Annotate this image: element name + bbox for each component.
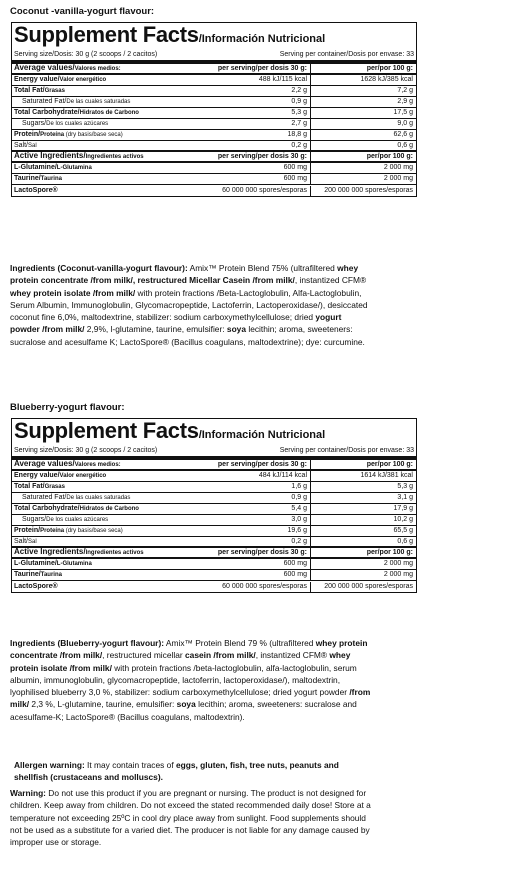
value-per-serving: 0,2 g [190,537,311,547]
value-per-100g: 17,9 g [393,505,413,512]
active-value-per-100g: 200 000 000 spores/esporas [324,582,413,590]
nutrient-label-es: De las cuales saturadas [66,495,131,501]
header-label-en: Active Ingredients/ [14,151,86,160]
header-label-es: Valores medios: [74,462,121,468]
nutrient-label-es: Sal [28,142,37,149]
active-value-per-serving: 600 mg [190,163,311,173]
active-ingredient-row [12,559,416,570]
ingredients-blueberry [10,637,372,723]
nutrient-name [12,108,190,118]
nutrition-row [12,97,416,108]
nutrient-label-en: Saturated Fat/ [22,494,67,501]
allergen-segment: It may contain traces of [84,760,176,770]
nutrient-name [12,493,190,503]
header-label [12,459,190,470]
serving-info [12,50,416,64]
nutrient-label-en: Total Fat/ [14,87,45,94]
nutrient-label-es: Valor energético [59,473,107,479]
nutrition-row [12,515,416,526]
nutrient-name [12,504,190,514]
ingredients_1-segment: whey protein concentrate /from milk/, restructured Micellar Casein /from milk/ [10,263,359,286]
header-col-100g: per/por 100 g: [366,548,413,556]
header-col-serving: per serving/per dosis 30 g: [190,460,311,470]
panel-heading [12,419,416,446]
header-label-es: Ingredientes activos [85,550,144,556]
header-col-serving: per serving/per dosis 30 g: [190,64,311,74]
value-per-100g: 1628 kJ/385 kcal [360,76,413,83]
nutrient-label-en: Salt/ [14,537,29,545]
nutrient-label-es: De los cuales azúcares [46,121,109,127]
value-per-100g: 62,6 g [393,131,413,138]
nutrient-label-es: Proteína [40,132,65,138]
header-col-100g: per/por 100 g: [366,460,413,468]
servings-per-container: Serving per container/Dosis por envase: 33 [279,51,414,58]
supplement-facts-panel-2 [11,418,417,593]
header-label-en: Average values/ [14,459,75,468]
nutrient-label-es: De las cuales saturadas [66,99,131,105]
nutrient-label-es: Sal [28,538,37,545]
nutrient-name [12,86,190,96]
nutrient-label-en: Total Fat/ [14,483,45,490]
active-label-en: L-Glutamine/ [14,560,57,567]
nutrient-label-en: Energy value/ [14,76,60,83]
nutrient-label-es: Valor energético [59,77,107,83]
panel-title: Supplement Facts [14,418,199,443]
value-per-serving: 2,7 g [190,119,311,129]
nutrient-label-es: Grasas [44,484,65,490]
active-value-per-100g: 2 000 mg [383,560,413,567]
value-per-100g: 65,5 g [393,527,413,534]
nutrient-name [12,482,190,492]
value-per-100g: 5,3 g [397,483,413,490]
header-label [12,63,190,74]
active-ingredient-row [12,185,416,196]
nutrient-name [12,515,190,525]
nutrition-row [12,130,416,141]
ingredients_1-segment: Amix™ Protein Blend 75% (ultrafiltered [187,263,338,273]
active-ingredient-name [12,186,190,196]
value-per-serving: 484 kJ/114 kcal [190,471,311,481]
value-per-serving: 5,4 g [190,504,311,514]
header-col-serving: per serving/per dosis 30 g: [190,152,311,162]
ingredients_2-segment: casein /from milk/ [185,650,256,661]
value-per-serving: 0,2 g [190,141,311,151]
active-value-per-serving: 600 mg [190,559,311,569]
value-per-serving: 3,0 g [190,515,311,525]
active-ingredient-name [12,559,190,569]
nutrient-label-note: (dry basis/base seca) [64,528,123,534]
ingredients_2-segment: /from milk/ [10,687,371,710]
ingredients_1-segment: 2,9%, l-glutamine, taurine, emulsifier: [84,324,227,335]
active-value-per-100g: 2 000 mg [383,571,413,578]
nutrient-label-en: Total Carbohydrate/ [14,109,80,116]
serving-size: Serving size/Dosis: 30 g (2 scoops / 2 cacitos) [14,447,158,454]
nutrient-label-en: Sugars/ [22,516,47,523]
nutrient-label-es: Proteína [40,528,65,534]
header-label-en: Active Ingredients/ [14,547,86,556]
value-per-100g: 1614 kJ/381 kcal [360,472,413,479]
value-per-serving: 0,9 g [190,493,311,503]
ingredients_2-segment: Ingredients (Blueberry-yogurt flavour): [10,638,165,648]
value-per-serving: 2,2 g [190,86,311,96]
nutrition-row [12,75,416,86]
value-per-serving: 1,6 g [190,482,311,492]
active-value-per-serving: 60 000 000 spores/esporas [190,582,311,592]
nutrition-row [12,482,416,493]
active-value-per-serving: 60 000 000 spores/esporas [190,186,311,196]
active-ingredient-row [12,174,416,185]
nutrient-name [12,119,190,129]
value-per-100g: 9,0 g [397,120,413,127]
nutrient-name [12,130,190,140]
ingredients_1-segment: yogurt powder /from milk/ [10,312,342,335]
ingredients_2-segment: soya [176,699,196,710]
active-label-en: LactoSpore® [14,582,58,590]
header-label-es: Ingredientes activos [85,154,144,160]
ingredients_2-segment: , instantized CFM® [255,650,330,661]
active-ingredient-row [12,163,416,174]
serving-size: Serving size/Dosis: 30 g (2 scoops / 2 cacitos) [14,51,158,58]
nutrient-label-es: De los cuales azúcares [46,517,109,523]
ingredients_2-segment: 2,3 %, L-glutamine, taurine, emulsifier: [29,699,177,710]
header-col-serving: per serving/per dosis 30 g: [190,548,311,558]
value-per-100g: 3,1 g [397,494,413,501]
active-ingredient-name [12,570,190,580]
active-label-es: L-Glutamina [56,165,92,171]
nutrient-name [12,537,190,547]
header-col-100g: per/por 100 g: [366,152,413,160]
value-per-serving: 19,6 g [190,526,311,536]
panel-heading [12,23,416,50]
nutrient-label-note: (dry basis/base seca) [64,132,123,138]
nutrient-name [12,526,190,536]
value-per-serving: 18,8 g [190,130,311,140]
active-ingredient-name [12,163,190,173]
ingredients_1-segment: lecithin; aroma, sweeteners: sucralose and acesulfame K; LactoSpore® (Bacillus coagulans, maltodextrine); dye: curcumine. [10,324,365,347]
active-ingredient-row [12,581,416,592]
active-label-en: L-Glutamine/ [14,164,57,171]
active-label-en: LactoSpore® [14,186,58,194]
allergen-segment: Allergen warning: [14,760,85,770]
nutrient-label-en: Protein/ [14,131,41,138]
active-label-es: Taurina [40,176,62,182]
panel-subtitle: /Información Nutricional [198,33,326,45]
nutrient-label-en: Sugars/ [22,120,47,127]
header-col-100g: per/por 100 g: [366,64,413,72]
ingredients_2-segment: whey protein concentrate /from milk/ [10,638,368,661]
active-value-per-100g: 2 000 mg [383,175,413,182]
nutrient-name [12,75,190,85]
header-label-en: Average values/ [14,63,75,72]
panel-subtitle: /Información Nutricional [198,429,326,441]
active-label-es: L-Glutamina [56,561,92,567]
nutrient-label-es: Grasas [44,88,65,94]
nutrient-label-en: Salt/ [14,141,29,149]
active-ingredients-header-row [12,548,416,559]
nutrient-label-en: Saturated Fat/ [22,98,67,105]
value-per-100g: 7,2 g [397,87,413,94]
active-label-en: Taurine/ [14,571,41,578]
nutrient-name [12,471,190,481]
ingredients_1-segment: soya [226,324,246,335]
value-per-100g: 17,5 g [393,109,413,116]
warning-segment: Warning: [10,788,46,798]
ingredients-coconut [10,262,372,348]
warning-segment: Do not use this product if you are pregnant or nursing. The product is not designed for children. Keep away from children. Do not exceed the stated recommended daily dose! Store at a temperature not exceeding 25ºC in cool dry place away from sunlight. Food supplements should not be used as a substitute for a varied diet. The producer is not liable for any damage caused by improper use or storage. [10,788,371,848]
nutrition-row [12,504,416,515]
panel-title: Supplement Facts [14,22,199,47]
nutrition-header-row [12,64,416,75]
nutrient-name [12,141,190,151]
nutrient-label-en: Protein/ [14,527,41,534]
ingredients_2-segment: lecithin; aroma, sweeteners: sucralose and acesulfame-K; LactoSpore® (Bacillus coagulans, maltodextrin). [10,699,357,722]
active-ingredient-name [12,174,190,184]
supplement-facts-panel-1 [11,22,417,197]
ingredients_1-segment: with protein fractions /Beta-Lactoglobulin, Alfa-Lactoglobulin, Serum Albumin, Immunoglobulin, Glycomacropeptide, Lactoferrin, Lactoperoxidase/), desiccated coconut fine 6,0%, maltodextrine, stabilizer: sodium carboxymethylcellulose; dried [10,287,368,323]
active-label-es: Taurina [40,572,62,578]
header-label [12,547,190,558]
nutrition-header-row [12,460,416,471]
ingredients_2-segment: Amix™ Protein Blend 79 % (ultrafiltered [164,638,316,648]
active-ingredients-header-row [12,152,416,163]
active-value-per-serving: 600 mg [190,570,311,580]
value-per-100g: 10,2 g [393,516,413,523]
warning-text [10,787,372,848]
nutrient-name [12,97,190,107]
active-value-per-100g: 2 000 mg [383,164,413,171]
header-label-es: Valores medios: [74,66,121,72]
ingredients_2-segment: with protein fractions /beta-lactoglobulin, alfa-lactoglobulin, serum albumin, immunoglobulin, glycomacropeptide, lactoferrin, lactoperoxidase/), maltodextrin, lyophilised blueberry 3,0 %, stabilizer: sodium carboxymethylcellulose; dried yogurt powder [10,662,357,698]
nutrient-label-en: Energy value/ [14,472,60,479]
nutrition-row [12,86,416,97]
nutrient-label-en: Total Carbohydrate/ [14,505,80,512]
allergen-segment: eggs, gluten, fish, tree nuts, peanuts and shellfish (crustaceans and molluscs). [14,760,339,783]
nutrition-row [12,471,416,482]
active-ingredient-row [12,570,416,581]
serving-info [12,446,416,460]
ingredients_2-segment: whey protein isolate /from milk/ [10,650,351,673]
value-per-100g: 0,6 g [397,141,413,149]
value-per-serving: 5,3 g [190,108,311,118]
flavour-title-1: Coconut -vanilla-yogurt flavour: [10,6,155,17]
nutrient-label-es: Hidratos de Carbono [79,506,139,512]
allergen-warning [14,759,364,784]
active-value-per-100g: 200 000 000 spores/esporas [324,186,413,194]
value-per-serving: 488 kJ/115 kcal [190,75,311,85]
active-value-per-serving: 600 mg [190,174,311,184]
ingredients_2-segment: , restructured micellar [102,650,185,661]
value-per-100g: 2,9 g [397,98,413,105]
servings-per-container: Serving per container/Dosis por envase: 33 [279,447,414,454]
ingredients_1-segment: , instantized CFM® [294,275,367,286]
header-label [12,151,190,162]
ingredients_1-segment: Ingredients (Coconut-vanilla-yogurt flavour): [10,263,188,273]
active-ingredient-name [12,582,190,592]
value-per-serving: 0,9 g [190,97,311,107]
nutrition-row [12,493,416,504]
active-label-en: Taurine/ [14,175,41,182]
value-per-100g: 0,6 g [397,537,413,545]
nutrient-label-es: Hidratos de Carbono [79,110,139,116]
nutrition-row [12,119,416,130]
flavour-title-2: Blueberry-yogurt flavour: [10,402,125,413]
nutrition-row [12,108,416,119]
ingredients_1-segment: whey protein isolate /from milk/ [10,287,136,298]
nutrition-row [12,526,416,537]
